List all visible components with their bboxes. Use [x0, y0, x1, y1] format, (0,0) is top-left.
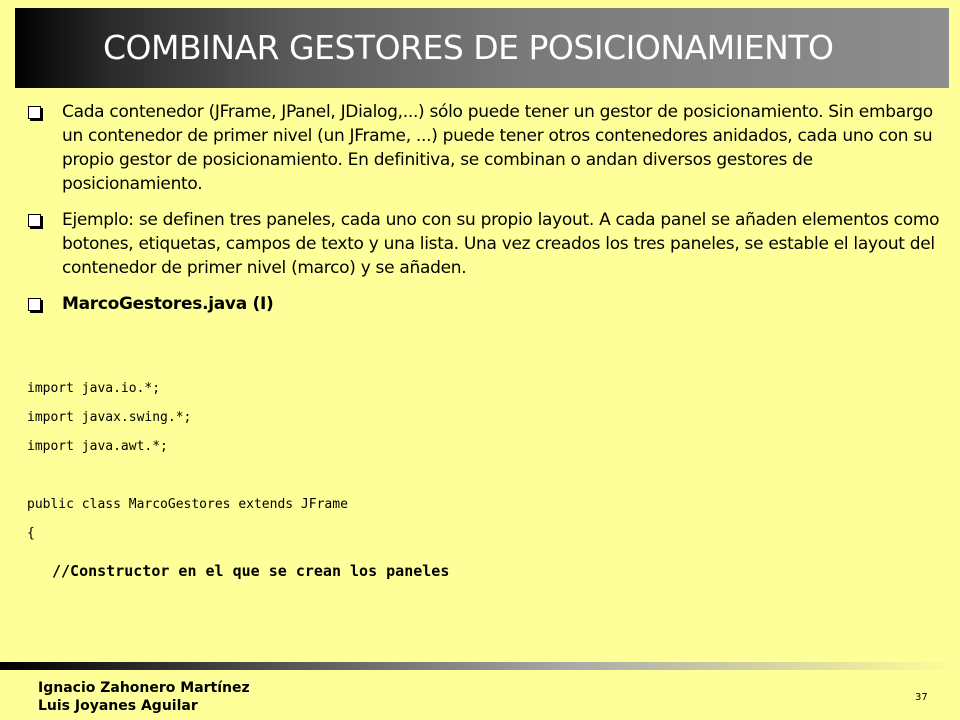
bullet-text: Cada contenedor (JFrame, JPanel, JDialog,...) sólo puede tener un gestor de posicionamiento. Sin embargo un contenedor de primer nivel (un JFrame, ...) puede tener otros contenedores anidados, cada uno con su propio gestor de posicionamiento. En definitiva, se combinan o andan diversos gestores de posicionamiento. — [62, 102, 933, 194]
bullet-text-filename: MarcoGestores.java (I) — [62, 294, 274, 314]
square-bullet-icon — [28, 298, 41, 311]
author-name: Luis Joyanes Aguilar — [38, 698, 198, 714]
author-name: Ignacio Zahonero Martínez — [38, 680, 250, 696]
bullet-item — [28, 292, 948, 316]
slide-title: COMBINAR GESTORES DE POSICIONAMIENTO — [103, 28, 834, 67]
square-bullet-icon — [28, 214, 41, 227]
bullet-text: Ejemplo: se definen tres paneles, cada uno con su propio layout. A cada panel se añaden elementos como botones, etiquetas, campos de texto y una lista. Una vez creados los tres paneles, se estable el layout del contenedor de primer nivel (marco) y se añaden. — [62, 210, 940, 278]
square-bullet-icon — [28, 106, 41, 119]
bullet-item — [28, 208, 948, 280]
code-line: public class MarcoGestores extends JFrame — [27, 497, 348, 512]
footer-divider — [0, 662, 960, 670]
bullet-item — [28, 100, 948, 196]
code-line: { — [27, 526, 35, 541]
code-line: import javax.swing.*; — [27, 410, 192, 425]
code-line: import java.awt.*; — [27, 439, 168, 454]
code-line: import java.io.*; — [27, 381, 161, 396]
bullet-list — [28, 100, 948, 328]
title-bar — [15, 8, 949, 88]
code-comment: //Constructor en el que se crean los paneles — [52, 562, 450, 580]
page-number: 37 — [915, 692, 928, 703]
